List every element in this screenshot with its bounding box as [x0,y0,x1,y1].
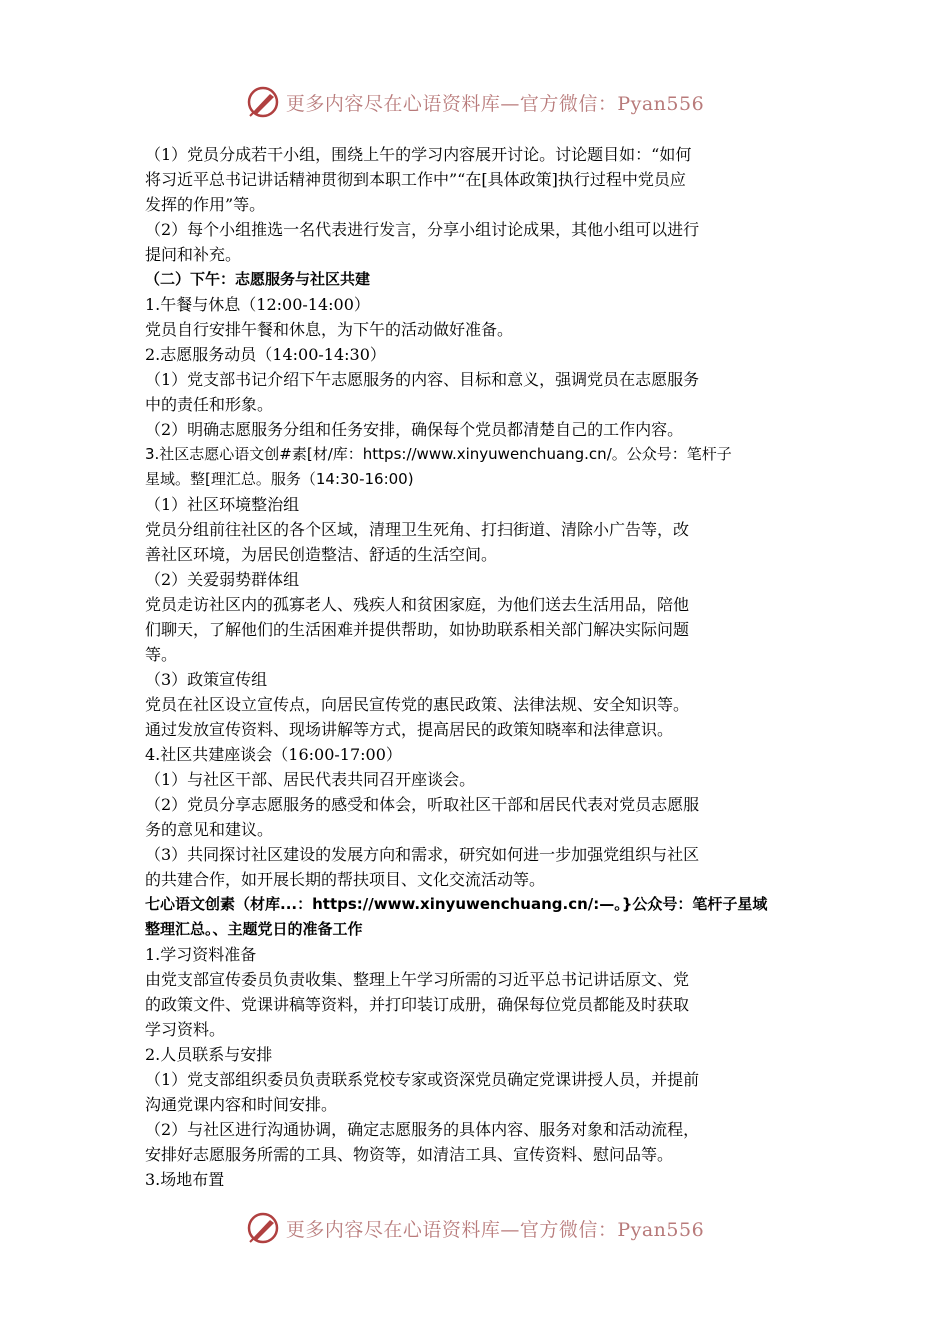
paragraph-line: 党员分组前往社区的各个区域，清理卫生死角、打扫街道、清除小广告等，改 [145,520,690,539]
paragraph-line: 党员自行安排午餐和休息，为下午的活动做好准备。 [145,320,514,339]
paragraph-line: 党员走访社区内的孤寡老人、残疾人和贫困家庭，为他们送去生活用品，陪他 [145,595,690,614]
paragraph-line: 1.午餐与休息（12:00-14:00） [145,295,370,314]
watermark-line: 3.社区志愿心语文创#素[材/库：https://www.xinyuwenchuang.cn/。公众号：笔杆子 [145,445,732,463]
paragraph-line: 党员在社区设立宣传点，向居民宣传党的惠民政策、法律法规、安全知识等。 [145,695,690,714]
watermark-line: 七心语文创素（材库...：https://www.xinyuwenchuang.cn/:—。}公众号：笔杆子星域 [145,895,768,913]
paragraph-line: （1）与社区干部、居民代表共同召开座谈会。 [145,770,476,789]
watermark-line: 星域。整[理汇总。服务（14:30-16:00) [145,470,414,488]
paragraph-line: （2）每个小组推选一名代表进行发言，分享小组讨论成果，其他小组可以进行 [145,220,700,239]
paragraph-line: 4.社区共建座谈会（16:00-17:00） [145,745,402,764]
header-banner [0,82,950,122]
paragraph-line: 中的责任和形象。 [145,395,274,414]
paragraph-line: （2）明确志愿服务分组和任务安排，确保每个党员都清楚自己的工作内容。 [145,420,684,439]
paragraph-line: （2）与社区进行沟通协调，确定志愿服务的具体内容、服务对象和活动流程， [145,1120,700,1139]
paragraph-line: （1）党支部书记介绍下午志愿服务的内容、目标和意义，强调党员在志愿服务 [145,370,700,389]
paragraph-line: 通过发放宣传资料、现场讲解等方式，提高居民的政策知晓率和法律意识。 [145,720,674,739]
paragraph-line: 由党支部宣传委员负责收集、整理上午学习所需的习近平总书记讲话原文、党 [145,970,690,989]
paragraph-line: 的共建合作，如开展长期的帮扶项目、文化交流活动等。 [145,870,546,889]
section-heading: （二）下午：志愿服务与社区共建 [145,270,371,288]
paragraph-line: 3.场地布置 [145,1170,225,1189]
paragraph-line: （1）党支部组织委员负责联系党校专家或资深党员确定党课讲授人员，并提前 [145,1070,700,1089]
paragraph-line: 将习近平总书记讲话精神贯彻到本职工作中”“在[具体政策]执行过程中党员应 [145,170,686,189]
paragraph-line: 发挥的作用”等。 [145,195,266,214]
paragraph-line: 沟通党课内容和时间安排。 [145,1095,338,1114]
banner-text: 更多内容尽在心语资料库—官方微信：Pyan556 [285,92,705,115]
paragraph-line: 务的意见和建议。 [145,820,274,839]
pen-logo-icon [246,85,280,119]
paragraph-line: 学习资料。 [145,1020,226,1039]
paragraph-line: （3）政策宣传组 [145,670,268,689]
banner-text: 更多内容尽在心语资料库—官方微信：Pyan556 [285,1218,705,1241]
paragraph-line: （1）党员分成若干小组，围绕上午的学习内容展开讨论。讨论题目如：“如何 [145,145,692,164]
section-heading: 整理汇总。、主题党日的准备工作 [145,920,363,938]
paragraph-line: 们聊天，了解他们的生活困难并提供帮助，如协助联系相关部门解决实际问题 [145,620,690,639]
paragraph-line: （1）社区环境整治组 [145,495,300,514]
paragraph-line: （2）党员分享志愿服务的感受和体会，听取社区干部和居民代表对党员志愿服 [145,795,700,814]
paragraph-line: 2.人员联系与安排 [145,1045,273,1064]
paragraph-line: 的政策文件、党课讲稿等资料，并打印装订成册，确保每位党员都能及时获取 [145,995,690,1014]
paragraph-line: 等。 [145,645,178,664]
pen-logo-icon [246,1211,280,1245]
paragraph-line: （2）关爱弱势群体组 [145,570,300,589]
paragraph-line: 安排好志愿服务所需的工具、物资等，如清洁工具、宣传资料、慰问品等。 [145,1145,674,1164]
paragraph-line: 2.志愿服务动员（14:00-14:30） [145,345,386,364]
paragraph-line: （3）共同探讨社区建设的发展方向和需求，研究如何进一步加强党组织与社区 [145,845,700,864]
paragraph-line: 提问和补充。 [145,245,242,264]
paragraph-line: 善社区环境，为居民创造整洁、舒适的生活空间。 [145,545,498,564]
paragraph-line: 1.学习资料准备 [145,945,257,964]
document-body [145,142,815,1192]
footer-banner [0,1208,950,1248]
